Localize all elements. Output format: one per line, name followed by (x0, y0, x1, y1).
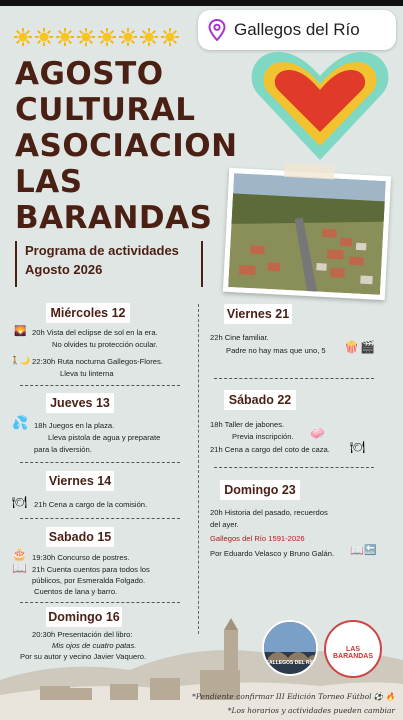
footer-note: *Pendiente confirmar III Edición Torneo Fútbol ⚽ 🔥 (192, 692, 395, 701)
divider (20, 518, 180, 519)
footer-note: *Los horarios y actividades pueden cambiar (227, 706, 395, 715)
event-text: para la diversión. (34, 445, 92, 454)
event-text: Cuentos de lana y barro. (34, 587, 118, 596)
sun-icon (98, 28, 116, 46)
event-text: del ayer. (210, 520, 239, 529)
barandas-logo (324, 620, 382, 678)
water-splash-icon: 💦 (12, 415, 29, 430)
title-line: BARANDAS (15, 200, 213, 236)
program-line1: Programa de actividades (25, 243, 179, 258)
event-text: Previa inscripción. (232, 432, 294, 441)
sun-icon (35, 28, 53, 46)
title-line: LAS (15, 164, 83, 200)
column-separator (198, 304, 199, 634)
title-line: AGOSTO (15, 56, 164, 92)
event-text: 21h Cuenta cuentos para todos los (32, 565, 150, 574)
book-icon: 📖 (12, 561, 27, 575)
village-photo (223, 168, 391, 300)
dinner-icon: 🍽 (350, 440, 366, 454)
sun-icon (14, 28, 32, 46)
title-line: ASOCIACION (15, 128, 238, 164)
event-text: 18h Taller de jabones. (210, 420, 285, 429)
event-text: 20:30h Presentación del libro: (32, 630, 133, 639)
sun-row (14, 28, 179, 46)
location-label: Gallegos del Río (234, 20, 360, 39)
event-text: públicos, por Esmeralda Folgado. (32, 576, 146, 585)
dinner-icon: 🍽 (12, 495, 28, 509)
event-text: 20h Historia del pasado, recuerdos (210, 508, 328, 517)
soap-icon: 🧼 (310, 426, 325, 440)
sun-icon (161, 28, 179, 46)
back-icon: 🔙 (364, 545, 377, 556)
location-pin-icon (208, 19, 226, 41)
sun-icon (119, 28, 137, 46)
event-text: 18h Juegos en la plaza. (34, 421, 115, 430)
program-line2: Agosto 2026 (25, 262, 103, 277)
event-text: 21h Cena a cargo de la comisión. (34, 500, 148, 509)
title-line: CULTURAL (15, 92, 196, 128)
event-text: No olvides tu protección ocular. (52, 340, 158, 349)
sun-icon (140, 28, 158, 46)
day-header-sabado-15: Sabado 15 (46, 527, 114, 547)
event-text: Padre no hay mas que uno, 5 (226, 346, 326, 355)
logo-text: GALLEGOS DEL RÍO (265, 660, 315, 666)
event-text: 21h Cena a cargo del coto de caza. (210, 445, 330, 454)
event-text: Por Eduardo Velasco y Bruno Galán. (210, 549, 335, 558)
event-text: 19:30h Concurso de postres. (32, 553, 130, 562)
tape (284, 163, 335, 180)
book-icon: 📖 (350, 545, 364, 557)
day-header-jueves-13: Jueves 13 (46, 393, 114, 413)
event-text: 22:30h Ruta nocturna Gallegos-Flores. (32, 357, 163, 366)
event-highlight: Gallegos del Río 1591-2026 (210, 534, 305, 543)
event-text: 22h Cine familiar. (210, 333, 269, 342)
day-header-domingo-23: Domingo 23 (220, 480, 300, 500)
divider (20, 385, 180, 386)
logo-text: LAS BARANDAS (332, 646, 374, 660)
divider (214, 467, 374, 468)
sun-icon (77, 28, 95, 46)
cake-icon: 🎂 (12, 547, 27, 561)
eclipse-icon: 🌄 (14, 326, 27, 337)
event-text: Por su autor y vecino Javier Vaquero. (20, 652, 147, 661)
bridge-icon (264, 622, 318, 676)
sun-icon (56, 28, 74, 46)
event-text: Lleva pistola de agua y preparate (48, 433, 161, 442)
popcorn-icon: 🍿 (344, 340, 359, 354)
location-chip[interactable] (198, 10, 396, 50)
clapperboard-icon: 🎬 (360, 340, 375, 354)
event-text: 20h Vista del eclipse de sol en la era. (32, 328, 158, 337)
day-header-sabado-22: Sábado 22 (224, 390, 296, 410)
divider (20, 462, 180, 463)
day-header-viernes-21: Viernes 21 (224, 304, 292, 324)
village-aerial-image (228, 173, 386, 295)
day-header-miercoles-12: Miércoles 12 (46, 303, 130, 323)
event-text: Lleva tu linterna (60, 369, 114, 378)
event-text: Mis ojos de cuatro patas. (52, 641, 137, 650)
event-text (210, 533, 305, 544)
top-strip (0, 0, 403, 6)
divider (214, 378, 374, 379)
day-header-viernes-14: Viernes 14 (46, 471, 114, 491)
gallegos-logo (262, 620, 318, 676)
day-header-domingo-16: Domingo 16 (46, 607, 122, 627)
program-box (15, 241, 203, 287)
night-walk-icon: 🚶🌙 (10, 356, 30, 365)
